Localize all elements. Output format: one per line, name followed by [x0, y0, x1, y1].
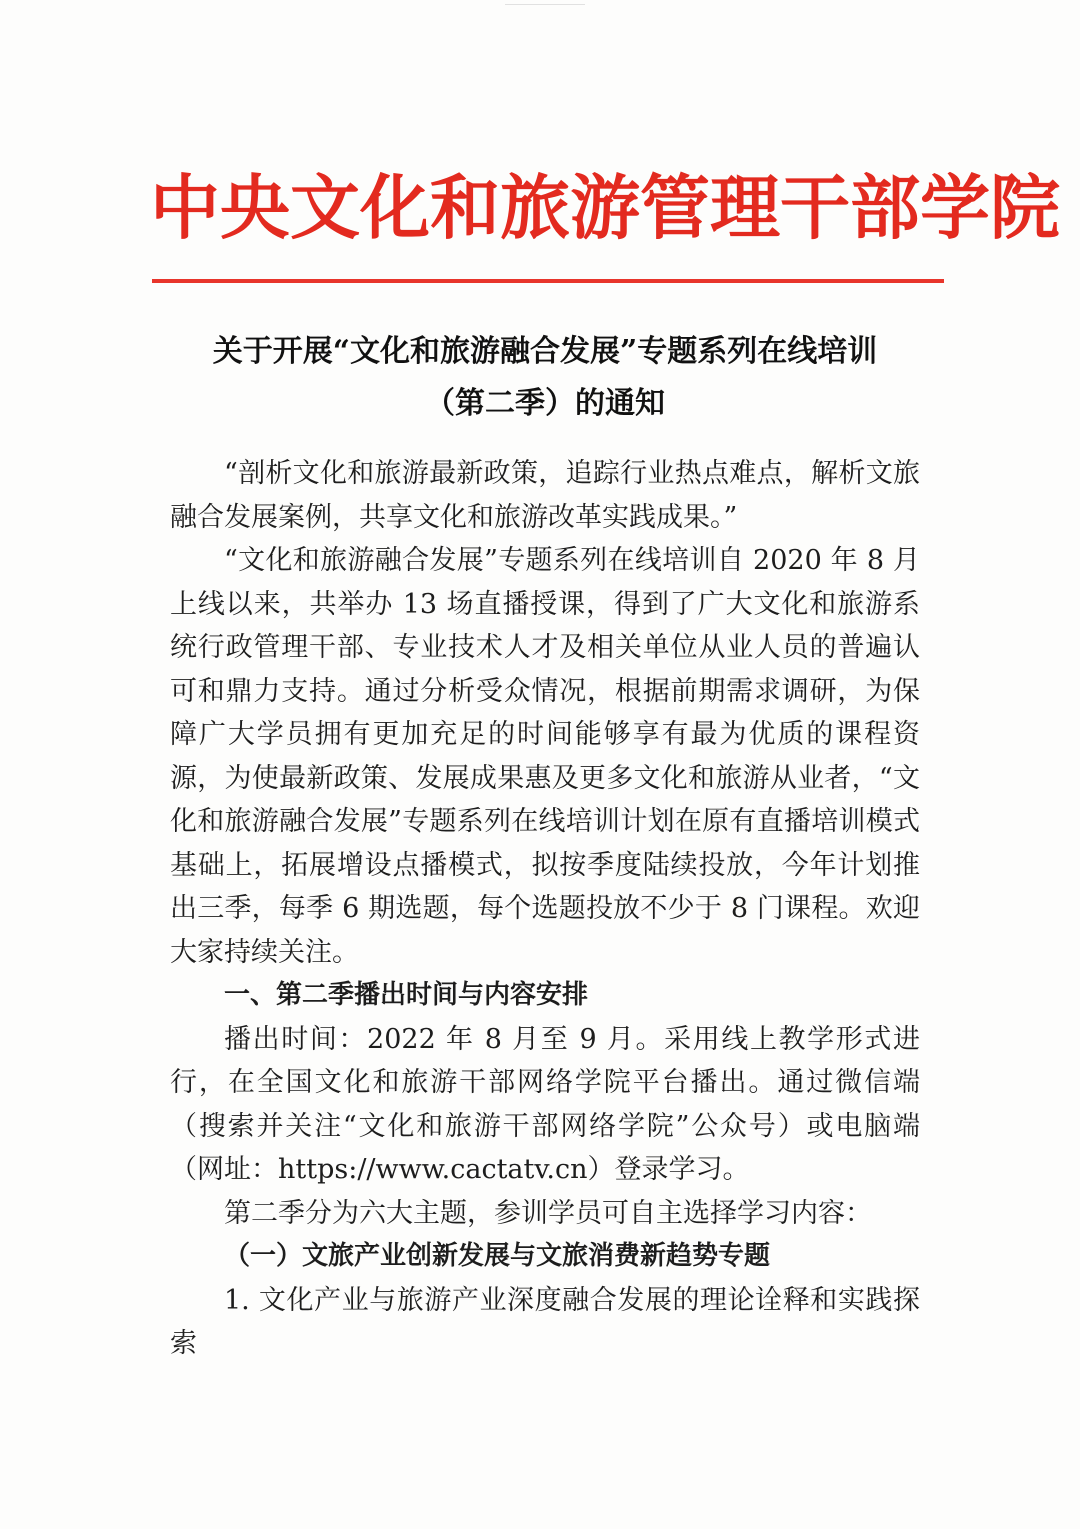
topic-1-heading: （一）文旅产业创新发展与文旅消费新趋势专题	[224, 1241, 771, 1271]
intro-paragraph: “文化和旅游融合发展”专题系列在线培训自 2020 年 8 月上线以来，共举办 13 场直播授课，得到了广大文化和旅游系统行政管理干部、专业技术人才及相关单位从业人员的普遍认可和鼎力支持。通过分析受众情况，根据前期需求调研，为保障广大学员拥有更加充足的时间能够享有最为优质的课程资源，为使最新政策、发展成果惠及更多文化和旅游从业者，“文化和旅游融合发展”专题系列在线培训计划在原有直播培训模式基础上，拓展增设点播模式，拟按季度陆续投放，今年计划推出三季，每季 6 期选题，每个选题投放不少于 8 门课程。欢迎大家持续关注。	[170, 545, 920, 968]
notice-title	[150, 326, 940, 430]
notice-title-line-2: （第二季）的通知	[425, 386, 665, 421]
scan-artifact	[505, 4, 585, 13]
broadcast-info-paragraph: 播出时间：2022 年 8 月至 9 月。采用线上教学形式进行，在全国文化和旅游干部网络学院平台播出。通过微信端（搜索并关注“文化和旅游干部网络学院”公众号）或电脑端（网址：https://www.cactatv.cn）登录学习。	[170, 1023, 920, 1185]
letterhead-red-rule	[152, 279, 944, 283]
notice-body	[170, 452, 920, 1366]
topic-1-item-1: 1. 文化产业与旅游产业深度融合发展的理论诠释和实践探索	[170, 1284, 920, 1359]
section-1-heading: 一、第二季播出时间与内容安排	[224, 980, 589, 1010]
notice-title-line-1: 关于开展“文化和旅游融合发展”专题系列在线培训	[212, 334, 878, 369]
topics-intro-paragraph: 第二季分为六大主题，参训学员可自主选择学习内容：	[224, 1197, 872, 1229]
letterhead-org-name: 中央文化和旅游管理干部学院	[150, 167, 1060, 249]
quote-paragraph: “剖析文化和旅游最新政策，追踪行业热点难点，解析文旅融合发展案例，共享文化和旅游改革实践成果。”	[170, 458, 920, 533]
